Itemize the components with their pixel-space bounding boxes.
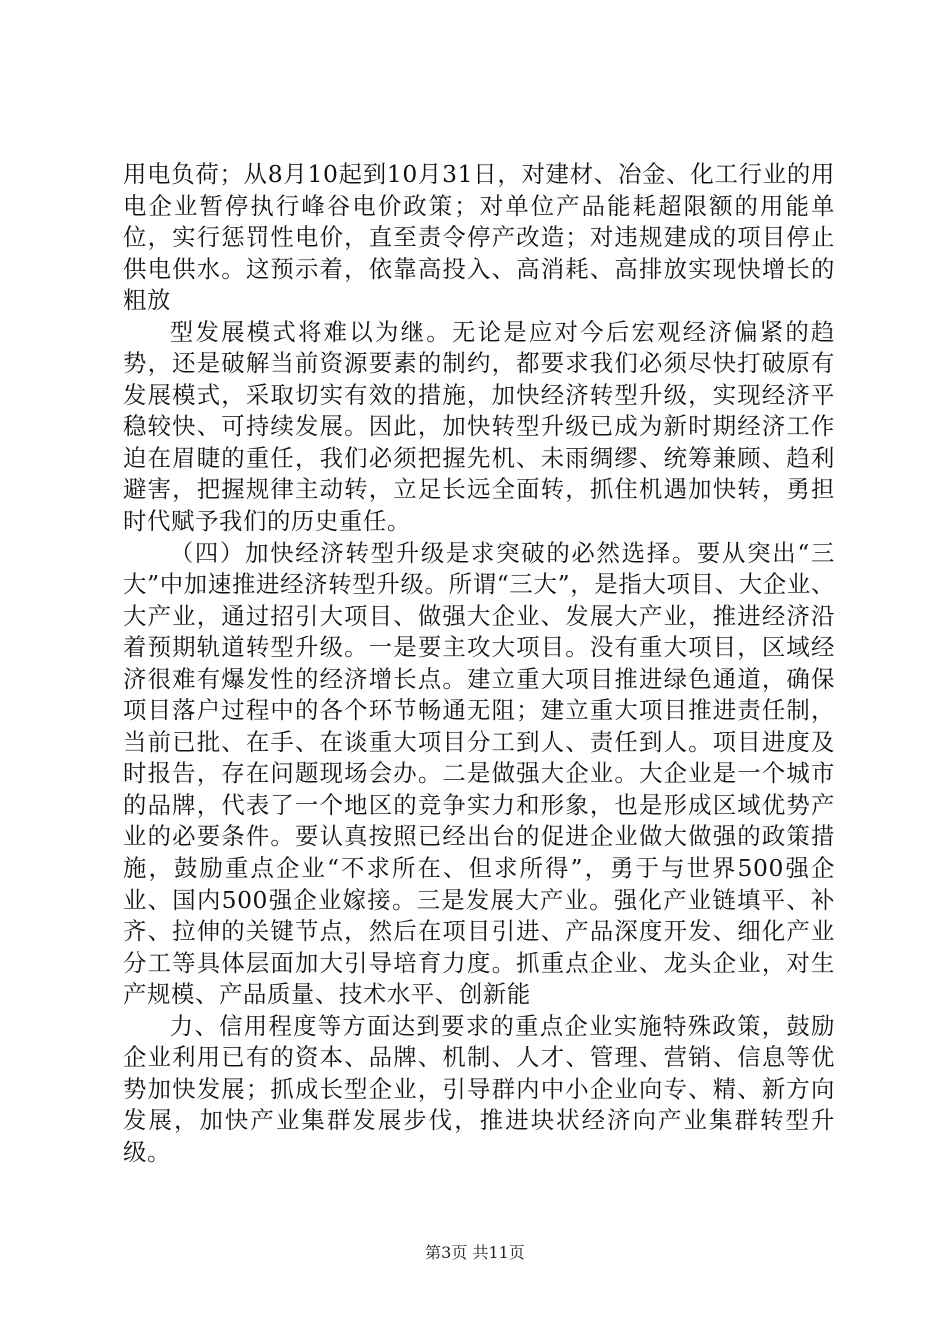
page-number-label: 第3页 共11页 — [425, 1243, 525, 1262]
paragraph-2: 型发展模式将难以为继。无论是应对今后宏观经济偏紧的趋势，还是破解当前资源要素的制约，都要求我们必须尽快打破原有发展模式，采取切实有效的措施，加快经济转型升级，实现经济平稳较快、可持续发展。因此，加快转型升级已成为新时期经济工作迫在眉睫的重任，我们必须把握先机、未雨绸缪、统筹兼顾、趋利避害，把握规律主动转，立足长远全面转，抓住机遇加快转，勇担时代赋予我们的历史重任。 — [123, 317, 835, 536]
paragraph-3: （四）加快经济转型升级是求突破的必然选择。要从突出“三大”中加速推进经济转型升级。所谓“三大”，是指大项目、大企业、大产业，通过招引大项目、做强大企业、发展大产业，推进经济沿着预期轨道转型升级。一是要主攻大项目。没有重大项目，区域经济很难有爆发性的经济增长点。建立重大项目推进绿色通道，确保项目落户过程中的各个环节畅通无阻；建立重大项目推进责任制，当前已批、在手、在谈重大项目分工到人、责任到人。项目进度及时报告，存在问题现场会办。二是做强大企业。大企业是一个城市的品牌，代表了一个地区的竞争实力和形象，也是形成区域优势产业的必要条件。要认真按照已经出台的促进企业做大做强的政策措施，鼓励重点企业“不求所在、但求所得”，勇于与世界500强企业、国内500强企业嫁接。三是发展大产业。强化产业链填平、补齐、拉伸的关键节点，然后在项目引进、产品深度开发、细化产业分工等具体层面加大引导培育力度。抓重点企业、龙头企业，对生产规模、产品质量、技术水平、创新能 — [123, 538, 835, 1009]
page-footer — [0, 1243, 950, 1263]
paragraph-4: 力、信用程度等方面达到要求的重点企业实施特殊政策，鼓励企业利用已有的资本、品牌、机制、人才、管理、营销、信息等优势加快发展；抓成长型企业，引导群内中小企业向专、精、新方向发展，加快产业集群发展步伐，推进块状经济向产业集群转型升级。 — [123, 1011, 835, 1166]
document-body — [123, 159, 835, 1169]
paragraph-1: 用电负荷；从8月10起到10月31日，对建材、冶金、化工行业的用电企业暂停执行峰谷电价政策；对单位产品能耗超限额的用能单位，实行惩罚性电价，直至责令停产改造；对违规建成的项目停止供电供水。这预示着，依靠高投入、高消耗、高排放实现快增长的粗放 — [123, 160, 835, 315]
